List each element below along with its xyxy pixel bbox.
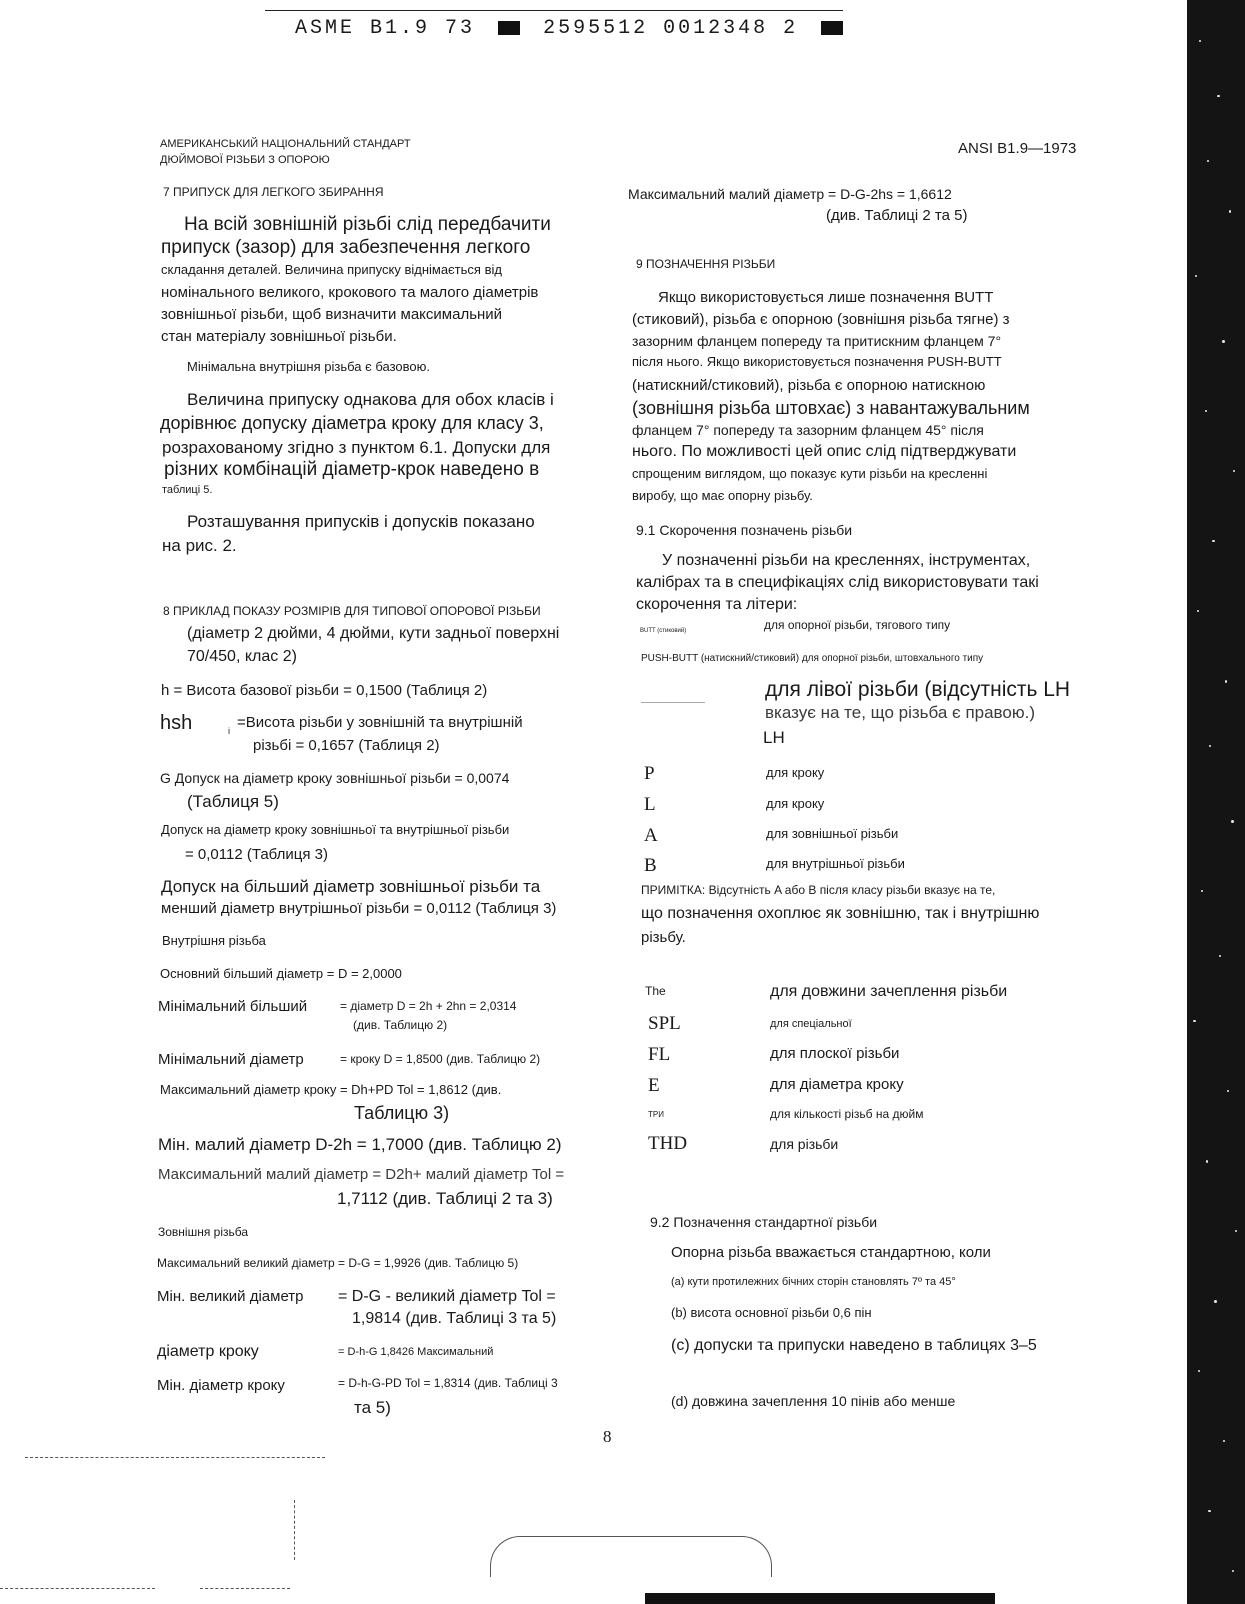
p9-line-2: (стиковий), різьба є опорною (зовнішня різьба тягне) з: [632, 311, 1010, 328]
p1-line-6: стан матеріалу зовнішньої різьби.: [161, 328, 397, 345]
g-line-2: (Таблиця 5): [187, 792, 279, 811]
max-minor-line-1: Максимальний малий діаметр = D2h+ малий діаметр Tol =: [158, 1166, 565, 1183]
r-max-minor-line-1: Максимальний малий діаметр = D-G-2hs = 1,6612: [628, 186, 952, 202]
ext-min-pitch-label: Мін. діаметр кроку: [157, 1377, 285, 1394]
section-8-sub-2: 70/450, клас 2): [187, 648, 297, 665]
section-8-sub-1: (діаметр 2 дюйми, 4 дюйми, кути задньої поверхні: [187, 625, 560, 642]
p1-line-4: номінального великого, крокового та малого діаметрів: [161, 284, 539, 301]
abbr-code-thd: THD: [648, 1133, 688, 1154]
min-major-value-1: = діаметр D = 2h + 2hn = 2,0314: [340, 999, 517, 1013]
min-pitch-value: = кроку D = 1,8500 (див. Таблицю 2): [340, 1052, 541, 1066]
note-line-1: ПРИМІТКА: Відсутність A або B після класу різьби вказує на те,: [641, 883, 996, 897]
abbr-desc-b: для внутрішньої різьби: [766, 856, 905, 871]
abbr-code-b: B: [644, 855, 657, 876]
ext-min-pitch-value-2: та 5): [354, 1398, 391, 1417]
scan-block-1: [498, 21, 520, 35]
p9-line-7: фланцем 7° попереду та зазорним фланцем 45° після: [632, 422, 984, 438]
hsh-symbol: hsh: [160, 712, 193, 734]
p3-line-2: дорівнює допуску діаметра кроку для класу 3,: [160, 413, 544, 433]
section-9-1-title: 9.1 Скорочення позначень різьби: [636, 522, 853, 538]
internal-thread-title: Внутрішня різьба: [162, 933, 266, 948]
abbr-code-spl: SPL: [648, 1013, 681, 1034]
p91-line-3: скорочення та літери:: [636, 596, 798, 613]
abbr-code-p: P: [644, 763, 655, 784]
scan-artifact-bar: [645, 1593, 995, 1604]
standard-id: ANSI B1.9—1973: [958, 140, 1077, 157]
p4-line-1: Розташування припусків і допусків показано: [187, 512, 535, 531]
p9-line-4: після нього. Якщо використовується позначення PUSH-BUTT: [632, 354, 1002, 369]
p3-line-4: різних комбінацій діаметр-крок наведено в: [164, 459, 540, 480]
max-pitch-line-1: Максимальний діаметр кроку = Dh+PD Tol = 1,8612 (див.: [160, 1082, 502, 1097]
ext-min-pitch-value-1: = D-h-G-PD Tol = 1,8314 (див. Таблиці 3: [338, 1376, 558, 1390]
min-major-value-2: (див. Таблицю 2): [353, 1018, 448, 1032]
abbr-desc-thd: для різьби: [770, 1136, 839, 1152]
scan-code-tail: 2595512 0012348 2: [543, 17, 799, 40]
p3-line-3: розрахованому згідно з пунктом 6.1. Допуски для: [162, 438, 551, 457]
abbr-code-the: The: [645, 984, 666, 998]
p9-line-1: Якщо використовується лише позначення BUTT: [658, 289, 994, 306]
abbr-desc-fl: для плоскої різьби: [770, 1045, 900, 1062]
min-pitch-label: Мінімальний діаметр: [158, 1051, 304, 1068]
abbr-desc-p: для кроку: [766, 765, 825, 780]
major-line-1: Допуск на більший діаметр зовнішньої різьби та: [161, 877, 541, 896]
abbr-code-fl: FL: [648, 1044, 671, 1065]
abbr-code-tpi: ТРИ: [648, 1110, 664, 1119]
abbr-code-e: E: [648, 1075, 660, 1096]
pd-line-2: = 0,0112 (Таблиця 3): [185, 846, 328, 863]
major-line-2: менший діаметр внутрішньої різьби = 0,0112 (Таблиця 3): [161, 900, 557, 917]
org-line-2: ДЮЙМОВОЇ РІЗЬБИ З ОПОРОЮ: [160, 154, 330, 166]
p2-text: Мінімальна внутрішня різьба є базовою.: [187, 359, 430, 374]
abbr-desc-spl: для спеціальної: [770, 1018, 852, 1030]
s92-item-d: (d) довжина зачеплення 10 пінів або менше: [671, 1393, 956, 1409]
lh-line-3: LH: [763, 728, 785, 747]
abbr-desc-e: для діаметра кроку: [770, 1076, 904, 1093]
ext-max-major: Максимальний великий діаметр = D-G = 1,9926 (див. Таблицю 5): [157, 1256, 519, 1270]
scan-code: [295, 17, 843, 40]
hsh-line-2: різьбі = 0,1657 (Таблиця 2): [253, 737, 440, 754]
h-line: h = Висота базової різьби = 0,1500 (Таблиця 2): [161, 682, 488, 699]
ext-min-major-value-1: = D-G - великий діаметр Tol =: [338, 1288, 556, 1305]
ext-min-major-value-2: 1,9814 (див. Таблиці 3 та 5): [352, 1310, 557, 1327]
p9-line-10: виробу, що має опорну різьбу.: [632, 488, 813, 503]
r-max-minor-line-2: (див. Таблиці 2 та 5): [826, 207, 968, 224]
s92-item-b: (b) висота основної різьби 0,6 пін: [671, 1305, 872, 1320]
p9-line-6: (зовнішня різьба штовхає) з навантажувальним: [632, 398, 1030, 418]
p9-line-9: спрощеним виглядом, що показує кути різьби на кресленні: [632, 466, 988, 481]
s92-item-c: (c) допуски та припуски наведено в таблицях 3–5: [671, 1337, 1037, 1354]
section-8-title: 8 ПРИКЛАД ПОКАЗУ РОЗМІРІВ ДЛЯ ТИПОВОЇ ОПОРОВОЇ РІЗЬБИ: [163, 604, 541, 618]
p91-line-2: калібрах та в специфікаціях слід використовувати такі: [636, 574, 1039, 591]
lh-blank-rule: [641, 702, 705, 703]
scan-artifact-line-1: [25, 1457, 325, 1458]
section-9-2-title: 9.2 Позначення стандартної різьби: [650, 1214, 878, 1230]
s92-intro: Опорна різьба вважається стандартною, коли: [671, 1244, 991, 1261]
p1-line-5: зовнішньої різьби, щоб визначити максимальний: [161, 306, 503, 323]
top-scan-rule: [265, 10, 843, 11]
ext-min-major-label: Мін. великий діаметр: [157, 1288, 304, 1305]
scan-edge: [1187, 0, 1245, 1604]
scan-artifact-line-2: [0, 1588, 155, 1589]
g-line-1: G Допуск на діаметр кроку зовнішньої різьби = 0,0074: [160, 770, 510, 786]
max-minor-line-2: 1,7112 (див. Таблиці 2 та 3): [337, 1189, 553, 1208]
p3-line-5: таблиці 5.: [162, 484, 213, 496]
butt-abbr: BUTT (стиковий): [640, 628, 687, 634]
external-thread-title: Зовнішня різьба: [158, 1225, 249, 1239]
page-number: 8: [603, 1427, 612, 1446]
p1-line-2: припуск (зазор) для забезпечення легкого: [161, 237, 531, 258]
butt-desc: для опорної різьби, тягового типу: [764, 618, 951, 632]
abbr-desc-a: для зовнішньої різьби: [766, 826, 899, 841]
p9-line-3: зазорним фланцем попереду та притискним фланцем 7°: [632, 333, 1002, 349]
abbr-desc-the: для довжини зачеплення різьби: [770, 983, 1008, 1000]
hsh-line-1: =Висота різьби у зовнішній та внутрішній: [237, 714, 523, 731]
note-line-3: різьбу.: [641, 929, 686, 946]
min-major-label: Мінімальний більший: [158, 998, 308, 1015]
basic-major-diameter: Основний більший діаметр = D = 2,0000: [160, 966, 402, 981]
section-9-title: 9 ПОЗНАЧЕННЯ РІЗЬБИ: [636, 257, 776, 271]
p3-line-1: Величина припуску однакова для обох класів і: [187, 390, 554, 409]
p4-line-2: на рис. 2.: [162, 536, 237, 555]
lh-line-1: для лівої різьби (відсутність LH: [765, 678, 1071, 701]
p1-line-1: На всій зовнішній різьбі слід передбачити: [184, 214, 551, 235]
p9-line-8: нього. По можливості цей опис слід підтверджувати: [632, 443, 1017, 460]
hsh-subscript: i: [228, 726, 230, 736]
scan-artifact-line-3: [200, 1588, 290, 1589]
p9-line-5: (натискний/стиковий), різьба є опорною натискною: [632, 377, 986, 394]
p91-line-1: У позначенні різьби на кресленнях, інструментах,: [662, 552, 1031, 569]
min-minor-line: Мін. малий діаметр D-2h = 1,7000 (див. Таблицю 2): [158, 1135, 562, 1154]
abbr-code-a: A: [644, 825, 658, 846]
ext-pitch-label: діаметр кроку: [157, 1343, 259, 1360]
s92-item-a: (a) кути протилежних бічних сторін становлять 7º та 45°: [671, 1276, 956, 1288]
p1-line-3: складання деталей. Величина припуску віднімається від: [161, 262, 502, 277]
abbr-desc-l: для кроку: [766, 796, 825, 811]
ext-pitch-value: = D-h-G 1,8426 Максимальний: [338, 1346, 494, 1358]
scan-artifact-vertical: [294, 1500, 295, 1560]
scan-code-text: ASME B1.9 73: [295, 17, 476, 40]
org-line-1: АМЕРИКАНСЬКИЙ НАЦІОНАЛЬНИЙ СТАНДАРТ: [160, 138, 411, 150]
max-pitch-line-2: Таблицю 3): [354, 1103, 450, 1123]
pd-line-1: Допуск на діаметр кроку зовнішньої та внутрішньої різьби: [161, 822, 510, 837]
scan-artifact-curve: [490, 1536, 772, 1577]
lh-line-2: вказує на те, що різьба є правою.): [765, 703, 1035, 722]
abbr-code-l: L: [644, 794, 656, 815]
push-butt-line: PUSH-BUTT (натискний/стиковий) для опорної різьби, штовхального типу: [641, 653, 984, 664]
note-line-2: що позначення охоплює як зовнішню, так і внутрішню: [641, 905, 1040, 922]
section-7-title: 7 ПРИПУСК ДЛЯ ЛЕГКОГО ЗБИРАННЯ: [163, 185, 384, 199]
scan-block-2: [821, 21, 843, 35]
abbr-desc-tpi: для кількості різьб на дюйм: [770, 1107, 924, 1121]
